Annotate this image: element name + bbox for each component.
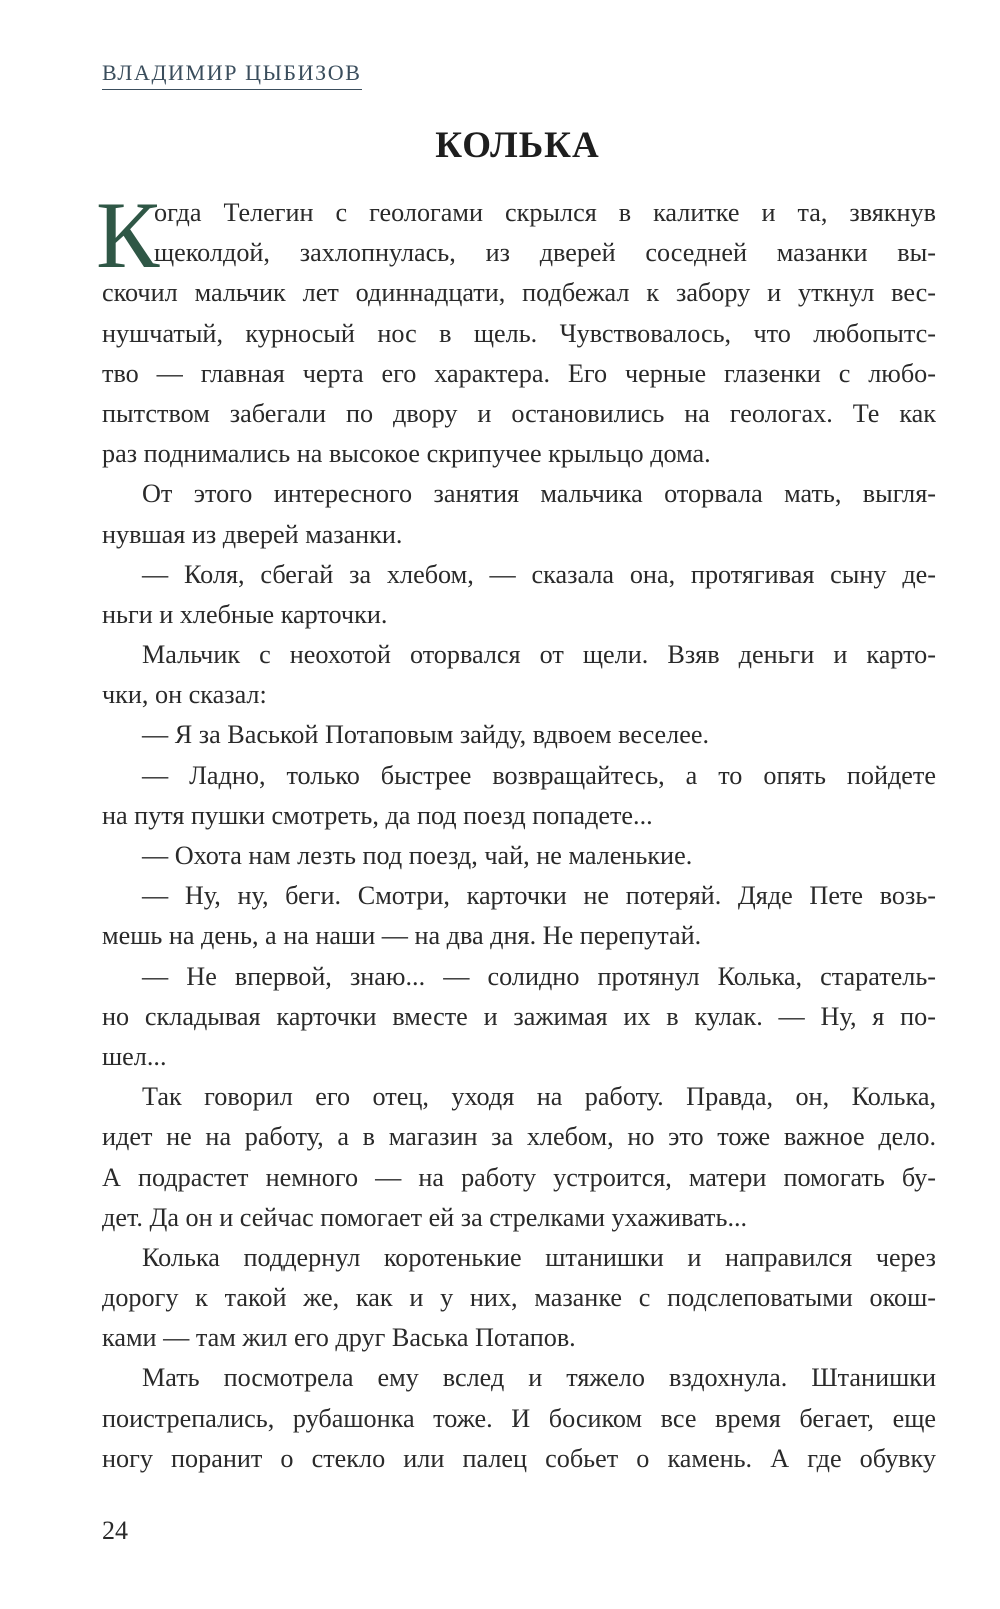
text-line: дет. Да он и сейчас помогает ей за стрелками ухаживать... <box>102 1202 748 1232</box>
drop-cap: К <box>96 182 160 288</box>
text-line: От этого интересного занятия мальчика оторвала мать, выгля- <box>142 479 936 509</box>
text-line: ками — там жил его друг Васька Потапов. <box>102 1323 576 1353</box>
body-text <box>96 182 936 1479</box>
text-line: скочил мальчик лет одиннадцати, подбежал к забору и уткнул вес- <box>102 278 936 308</box>
text-line: пытством забегали по двору и остановились на геологах. Те как <box>102 398 936 428</box>
text-line: — Ну, ну, беги. Смотри, карточки не потеряй. Дяде Пете возь- <box>142 881 936 911</box>
text-line: Мальчик с неохотой оторвался от щели. Взяв деньги и карто- <box>142 640 936 670</box>
text-line: — Коля, сбегай за хлебом, — сказала она, протягивая сыну де- <box>142 559 936 589</box>
text-line: идет не на работу, а в магазин за хлебом, но это тоже важное дело. <box>102 1122 936 1152</box>
page-number: 24 <box>102 1516 128 1545</box>
text-line: шел... <box>102 1041 167 1071</box>
text-line: — Охота нам лезть под поезд, чай, не маленькие. <box>142 841 693 870</box>
text-line: раз поднимались на высокое скрипучее крыльцо дома. <box>102 439 711 469</box>
text-line: поистрепались, рубашонка тоже. И босиком все время бегает, еще <box>102 1403 936 1433</box>
text-line: мешь на день, а на наши — на два дня. Не перепутай. <box>102 921 702 951</box>
text-line: нушчатый, курносый нос в щель. Чувствовалось, что любопытс- <box>102 318 936 348</box>
text-line: ньги и хлебные карточки. <box>102 599 388 629</box>
text-line: Колька поддернул коротенькие штанишки и направился через <box>142 1242 936 1272</box>
text-line: Так говорил его отец, уходя на работу. Правда, он, Колька, <box>142 1082 936 1112</box>
text-line: — Не впервой, знаю... — солидно протянул Колька, старатель- <box>142 961 936 991</box>
running-head-author: ВЛАДИМИР ЦЫБИЗОВ <box>102 60 362 90</box>
text-line: Мать посмотрела ему вслед и тяжело вздохнула. Штанишки <box>142 1363 936 1393</box>
text-line: ногу поранит о стекло или палец собьет о камень. А где обувку <box>102 1443 936 1473</box>
text-line: на путя пушки смотреть, да под поезд попадете... <box>102 800 653 830</box>
text-line: чки, он сказал: <box>102 680 267 710</box>
chapter-title: КОЛЬКА <box>435 125 600 166</box>
text-line: — Ладно, только быстрее возвращайтесь, а то опять пойдете <box>142 760 936 790</box>
text-line: А подрастет немного — на работу устроится, матери помогать бу- <box>102 1162 936 1192</box>
text-line: нувшая из дверей мазанки. <box>102 519 403 549</box>
text-line: но складывая карточки вместе и зажимая их в кулак. — Ну, я по- <box>102 1001 936 1031</box>
text-line: тво — главная черта его характера. Его черные глазенки с любо- <box>102 358 936 388</box>
text-line: щеколдой, захлопнулась, из дверей соседней мазанки вы- <box>154 238 936 268</box>
text-line: дорогу к такой же, как и у них, мазанке с подслеповатыми окош- <box>102 1283 936 1313</box>
text-line: огда Телегин с геологами скрылся в калитке и та, звякнув <box>154 198 936 227</box>
text-line: — Я за Васькой Потаповым зайду, вдвоем веселее. <box>142 720 710 750</box>
